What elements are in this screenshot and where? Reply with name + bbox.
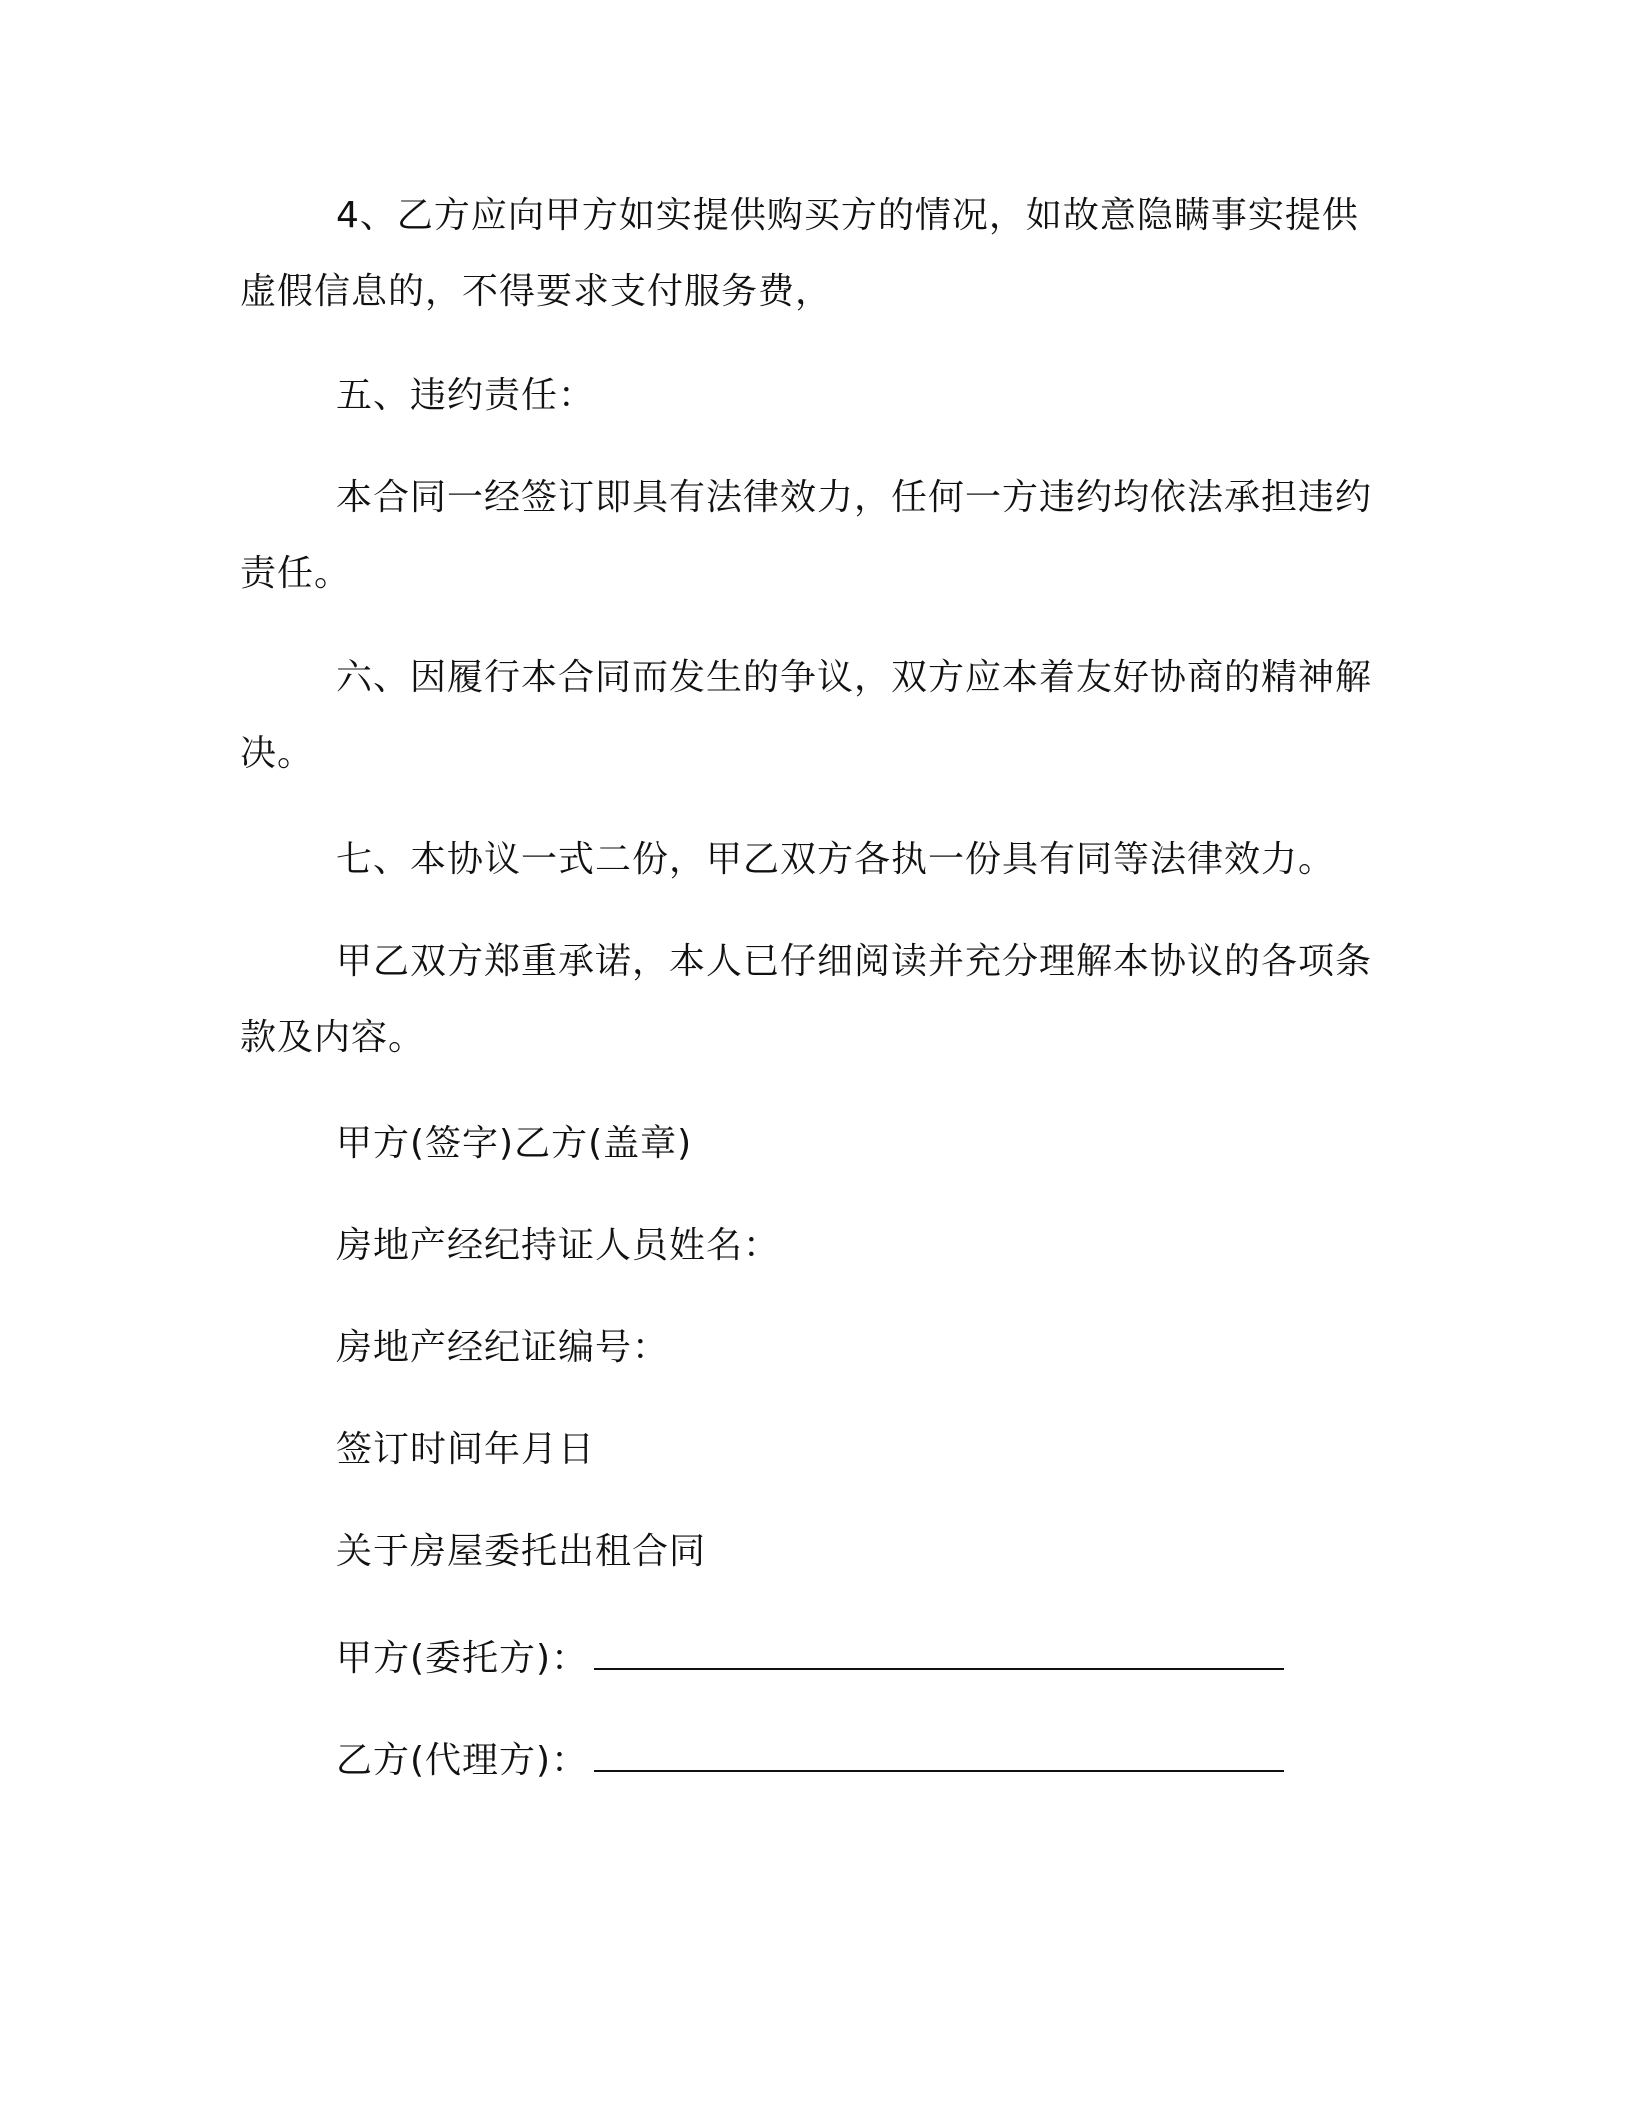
clause-4 <box>240 192 1400 316</box>
section-6-line-2: 决。 <box>240 733 315 774</box>
commitment-line-1: 甲乙双方郑重承诺，本人已仔细阅读并充分理解本协议的各项条 <box>336 941 1373 982</box>
party-a-row <box>240 1634 1400 1682</box>
clause-4-line-2: 虚假信息的，不得要求支付服务费， <box>240 271 833 312</box>
party-a-label: 甲方(委托方)： <box>336 1638 589 1679</box>
agent-name <box>240 1222 1400 1270</box>
clause-4-line-1: 4、乙方应向甲方如实提供购买方的情况，如故意隐瞒事实提供 <box>336 195 1359 236</box>
agent-cert <box>240 1324 1400 1372</box>
party-b-blank[interactable] <box>594 1736 1284 1772</box>
section-5-heading <box>240 372 1400 420</box>
agent-cert-label: 房地产经纪证编号： <box>336 1327 670 1368</box>
section-6 <box>240 654 1400 778</box>
section-5-body <box>240 474 1400 598</box>
sign-date-label: 签订时间年月日 <box>336 1429 596 1470</box>
party-a-field <box>240 1634 1400 1682</box>
section-6-line-1: 六、因履行本合同而发生的争议，双方应本着友好协商的精神解 <box>336 657 1373 698</box>
party-b-row <box>240 1736 1400 1784</box>
party-b-field <box>240 1736 1400 1784</box>
section-7-text: 七、本协议一式二份，甲乙双方各执一份具有同等法律效力。 <box>336 839 1336 880</box>
agent-name-label: 房地产经纪持证人员姓名： <box>336 1225 781 1266</box>
party-a-blank[interactable] <box>594 1634 1284 1670</box>
section-5-line-2: 责任。 <box>240 553 352 594</box>
new-contract-title <box>240 1528 1400 1576</box>
signature-line <box>240 1120 1400 1168</box>
signature-line-text: 甲方(签字)乙方(盖章) <box>336 1123 693 1164</box>
section-7 <box>240 836 1400 884</box>
section-5-heading-text: 五、违约责任： <box>336 375 596 416</box>
commitment <box>240 938 1400 1062</box>
new-contract-title-text: 关于房屋委托出租合同 <box>336 1531 707 1572</box>
sign-date <box>240 1426 1400 1474</box>
section-5-line-1: 本合同一经签订即具有法律效力，任何一方违约均依法承担违约 <box>336 477 1373 518</box>
party-b-label: 乙方(代理方)： <box>336 1740 589 1781</box>
commitment-line-2: 款及内容。 <box>240 1017 426 1058</box>
